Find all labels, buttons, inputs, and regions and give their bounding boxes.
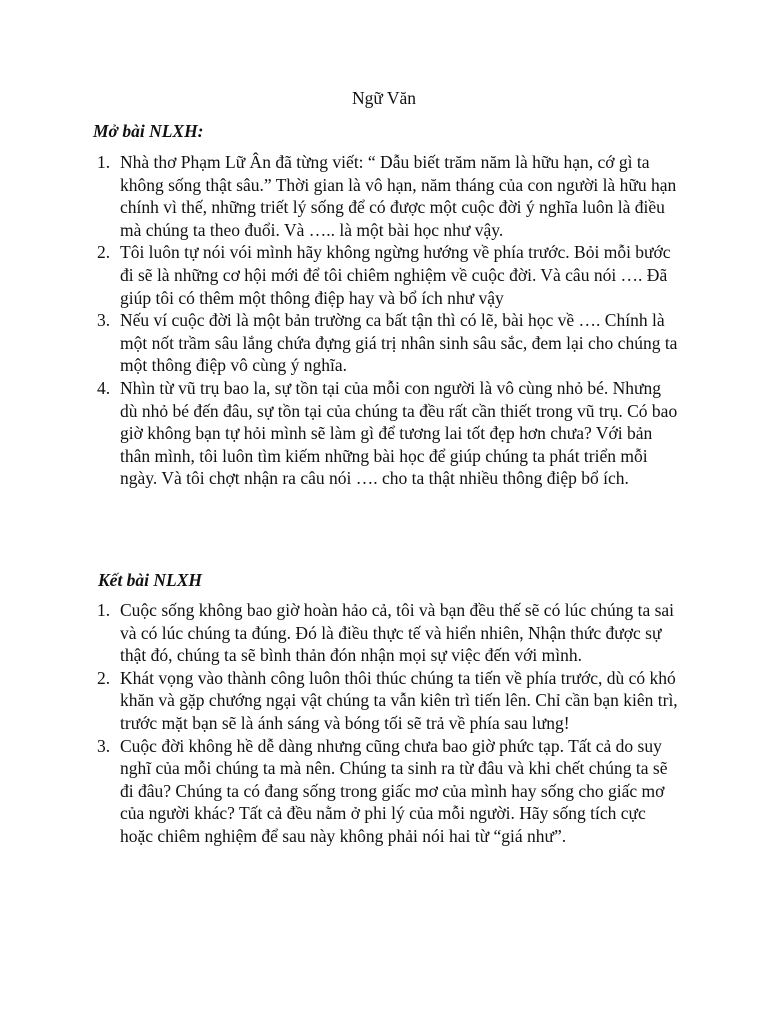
list-item (97, 599, 678, 667)
list-item-number: 2. (97, 242, 111, 263)
list-item (97, 241, 678, 309)
list-item (97, 309, 678, 377)
section-heading-ket-bai: Kết bài NLXH (98, 570, 203, 590)
section-heading-mo-bai: Mở bài NLXH: (93, 121, 204, 141)
list-item-number: 1. (97, 600, 111, 620)
list-item-text: Nếu ví cuộc đời là một bản trường ca bất tận thì có lẽ, bài học về …. Chính là một nốt trầm sâu lắng chứa đựng giá trị nhân sinh sâu sắc, đem lại cho chúng ta một thông điệp vô cùng ý nghĩa. (120, 310, 678, 376)
list-item-text: Nhà thơ Phạm Lữ Ân đã từng viết: “ Dẫu biết trăm năm là hữu hạn, cớ gì ta không sống thật sâu.” Thời gian là vô hạn, năm tháng của con người là hữu hạn chính vì thế, những triết lý sống để có được một cuộc đời ý nghĩa luôn là điều mà chúng ta theo đuổi. Và ….. là một bài học như vậy. (120, 152, 677, 240)
list-item-text: Cuộc sống không bao giờ hoàn hảo cả, tôi và bạn đều thế sẽ có lúc chúng ta sai và có lúc chúng ta đúng. Đó là điều thực tế và hiển nhiên, Nhận thức được sự thật đó, chúng ta sẽ bình thản đón nhận mọi sự việc đến với mình. (120, 600, 675, 666)
list-item (97, 151, 678, 241)
document-title: Ngữ Văn (351, 88, 417, 108)
list-item-number: 3. (97, 310, 111, 331)
list-item-number: 2. (97, 667, 111, 688)
list-item-number: 4. (97, 377, 111, 398)
list-item (97, 667, 678, 735)
list-item-number: 3. (97, 735, 111, 756)
list-item (97, 377, 678, 490)
list-item-number: 1. (97, 152, 111, 172)
list-item-text: Cuộc đời không hề dễ dàng nhưng cũng chưa bao giờ phức tạp. Tất cả do suy nghĩ của mỗi chúng ta mà nên. Chúng ta sinh ra từ đâu và khi chết chúng ta sẽ đi đâu? Chúng ta có đang sống trong giấc mơ của mình hay sống cho giấc mơ của người khác? Tất cả đều nằm ở phi lý của mỗi người. Hãy sống tích cực hoặc chiêm nghiệm để sau này không phải nói hai từ “giá như”. (120, 735, 668, 846)
ket-bai-list (97, 599, 678, 848)
list-item-text: Tôi luôn tự nói vói mình hãy không ngừng hướng về phía trước. Bỏi mỗi bước đi sẽ là những cơ hội mới để tôi chiêm nghiệm về cuộc đời. Và câu nói …. Đã giúp tôi có thêm một thông điệp hay và bổ ích như vậy (120, 242, 671, 308)
mo-bai-list (97, 151, 678, 490)
list-item (97, 735, 678, 848)
list-item-text: Nhìn từ vũ trụ bao la, sự tồn tại của mỗi con người là vô cùng nhỏ bé. Nhưng dù nhỏ bé đến đâu, sự tồn tại của chúng ta đều rất cần thiết trong vũ trụ. Có bao giờ không bạn tự hỏi mình sẽ làm gì để tương lai tốt đẹp hơn chưa? Với bản thân mình, tôi luôn tìm kiếm những bài học để giúp chúng ta phát triển mỗi ngày. Và tôi chợt nhận ra câu nói …. cho ta thật nhiều thông điệp bổ ích. (120, 377, 678, 489)
list-item-text: Khát vọng vào thành công luôn thôi thúc chúng ta tiến về phía trước, dù có khó khăn và gặp chướng ngại vật chúng ta vẫn kiên trì tiến lên. Chỉ cần bạn kiên trì, trước mặt bạn sẽ là ánh sáng và bóng tối sẽ trả về phía sau lưng! (120, 667, 678, 733)
